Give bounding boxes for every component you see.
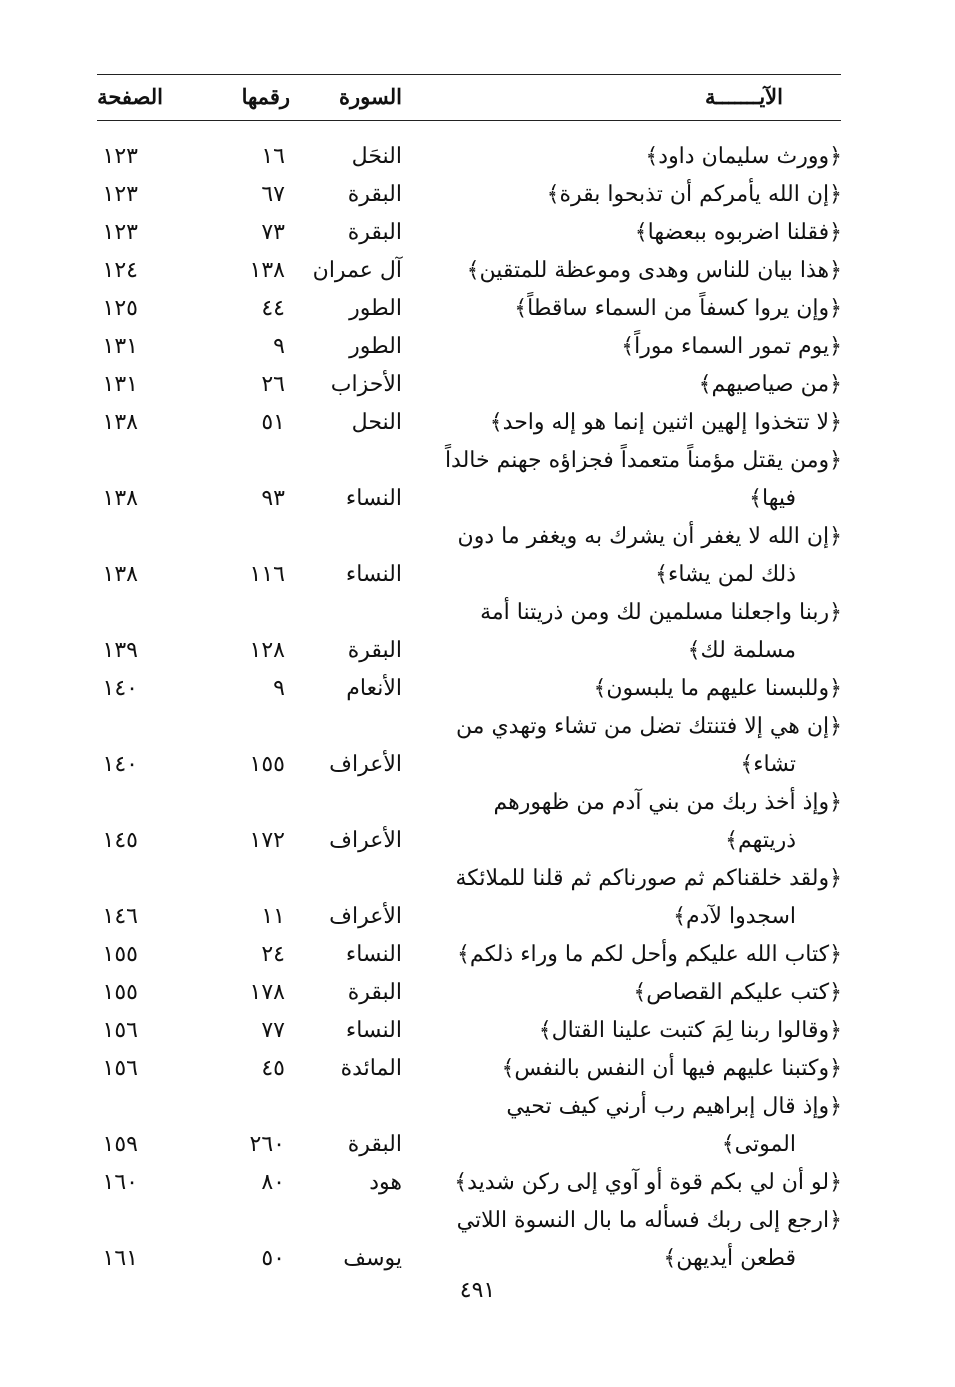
table-row: [0, 290, 955, 328]
table-row: [0, 860, 955, 936]
verse-continuation: فيها﴾: [749, 486, 796, 511]
table-row: [0, 1050, 955, 1088]
verse-continuation: ذريتهم﴾: [725, 828, 796, 853]
verse-line: ﴿وللبسنا عليهم ما يلبسون﴾: [593, 676, 842, 701]
sura-name: الأعراف: [329, 828, 402, 853]
page-ref: ١٢٥: [102, 296, 138, 321]
verse-number: ١٥٥: [249, 752, 285, 777]
page-ref: ١٣١: [102, 334, 138, 359]
verse-number: ٢٦: [261, 372, 285, 397]
page-ref: ١٤٦: [102, 904, 138, 929]
verse-number: ٩٣: [261, 486, 285, 511]
header-number: رقمها: [241, 84, 290, 109]
verse-text: [442, 404, 842, 442]
verse-text: [442, 594, 842, 670]
header-verse: الآيـــــــة: [705, 84, 783, 109]
verse-text: [442, 670, 842, 708]
page-ref: ١٣٨: [102, 562, 138, 587]
verse-number: ٤٥: [261, 1056, 285, 1081]
verse-continuation: الموتى﴾: [721, 1132, 796, 1157]
page-ref: ١٥٥: [102, 980, 138, 1005]
verse-number: ٢٤: [261, 942, 285, 967]
verse-text: [442, 974, 842, 1012]
sura-name: البقرة: [347, 182, 402, 207]
verse-line: ﴿هذا بيان للناس وهدى وموعظة للمتقين﴾: [466, 258, 842, 283]
header-sura: السورة: [339, 84, 402, 109]
table-row: [0, 974, 955, 1012]
table-row: [0, 1202, 955, 1278]
verse-line: ﴿وورث سليمان داود﴾: [645, 144, 842, 169]
table-row: [0, 404, 955, 442]
sura-name: الأعراف: [329, 752, 402, 777]
sura-name: هود: [369, 1170, 402, 1195]
page-ref: ١٢٣: [102, 144, 138, 169]
table-row: [0, 328, 955, 366]
sura-name: الأعراف: [329, 904, 402, 929]
verse-line: ﴿ومن يقتل مؤمناً متعمداً فجزاؤه جهنم خالداً: [444, 448, 842, 473]
verse-line: ﴿كتاب الله عليكم وأحل لكم ما وراء ذلكم﴾: [457, 942, 842, 967]
page-ref: ١٣٨: [102, 410, 138, 435]
verse-number: ٨٠: [261, 1170, 285, 1195]
table-row: [0, 1164, 955, 1202]
page-number: ٤٩١: [459, 1278, 496, 1303]
header-page: الصفحة: [97, 84, 163, 109]
verse-text: [442, 518, 842, 594]
verse-line: ﴿إن هي إلا فتنتك تضل من تشاء وتهدي من: [455, 714, 842, 739]
page-ref: ١٤٠: [102, 752, 138, 777]
verse-text: [442, 784, 842, 860]
verse-continuation: مسلمة لك﴾: [687, 638, 796, 663]
verse-line: ﴿وكتبنا عليهم فيها أن النفس بالنفس﴾: [501, 1056, 842, 1081]
verse-text: [442, 1202, 842, 1278]
verse-line: ﴿ولقد خلقناكم ثم صورناكم ثم قلنا للملائكة: [455, 866, 842, 891]
verse-number: ٢٦٠: [249, 1132, 285, 1157]
verse-text: [442, 252, 842, 290]
sura-name: البقرة: [347, 980, 402, 1005]
sura-name: النساء: [345, 1018, 402, 1043]
table-row: [0, 366, 955, 404]
table-row: [0, 1012, 955, 1050]
verse-text: [442, 214, 842, 252]
sura-name: النساء: [345, 562, 402, 587]
header-rule: [97, 120, 841, 121]
sura-name: آل عمران: [312, 258, 402, 283]
verse-line: ﴿إن الله لا يغفر أن يشرك به ويغفر ما دون: [457, 524, 842, 549]
page-ref: ١٢٣: [102, 182, 138, 207]
table-row: [0, 670, 955, 708]
table-row: [0, 138, 955, 176]
verse-line: ﴿لو أن لي بكم قوة أو آوي إلى ركن شديد﴾: [454, 1170, 842, 1195]
top-rule: [97, 74, 841, 75]
verse-number: ١٦: [261, 144, 285, 169]
verse-number: ٩: [273, 334, 285, 359]
verse-continuation: تشاء﴾: [740, 752, 796, 777]
verse-line: ﴿وإن يروا كسفاً من السماء ساقطاً﴾: [514, 296, 842, 321]
verse-text: [442, 290, 842, 328]
page-ref: ١٤٠: [102, 676, 138, 701]
table-row: [0, 1088, 955, 1164]
page-ref: ١٥٦: [102, 1056, 138, 1081]
verse-continuation: ذلك لمن يشاء﴾: [655, 562, 796, 587]
sura-name: البقرة: [347, 220, 402, 245]
verse-text: [442, 328, 842, 366]
table-row: [0, 936, 955, 974]
table-row: [0, 784, 955, 860]
verse-line: ﴿من صياصيهم﴾: [698, 372, 842, 397]
verse-number: ١٢٨: [249, 638, 285, 663]
verse-number: ٧٧: [261, 1018, 285, 1043]
table-row: [0, 214, 955, 252]
verse-text: [442, 1164, 842, 1202]
page-ref: ١٥٦: [102, 1018, 138, 1043]
verse-line: ﴿وإذ قال إبراهيم رب أرني كيف تحيي: [506, 1094, 842, 1119]
verse-line: ﴿ارجع إلى ربك فسأله ما بال النسوة اللاتي: [456, 1208, 842, 1233]
page-ref: ١٣٩: [102, 638, 138, 663]
verse-number: ١١٦: [249, 562, 285, 587]
table-row: [0, 252, 955, 290]
sura-name: النحَل: [351, 144, 402, 169]
page-ref: ١٣١: [102, 372, 138, 397]
sura-name: الطور: [349, 296, 402, 321]
sura-name: الطور: [349, 334, 402, 359]
verse-number: ٥٠: [261, 1246, 285, 1271]
verse-number: ١٣٨: [249, 258, 285, 283]
verse-number: ٦٧: [261, 182, 285, 207]
verse-line: ﴿إن الله يأمركم أن تذبحوا بقرة﴾: [546, 182, 842, 207]
page-ref: ١٢٣: [102, 220, 138, 245]
verse-text: [442, 366, 842, 404]
page-ref: ١٤٥: [102, 828, 138, 853]
table-row: [0, 518, 955, 594]
verse-text: [442, 1088, 842, 1164]
page-ref: ١٣٨: [102, 486, 138, 511]
verse-continuation: قطعن أيديهن﴾: [663, 1246, 796, 1271]
page-ref: ١٦١: [102, 1246, 138, 1271]
verse-text: [442, 1050, 842, 1088]
table-row: [0, 442, 955, 518]
verse-text: [442, 442, 842, 518]
verse-line: ﴿ربنا واجعلنا مسلمين لك ومن ذريتنا أمة: [480, 600, 842, 625]
sura-name: النحل: [351, 410, 402, 435]
page-ref: ١٥٩: [102, 1132, 138, 1157]
verse-number: ١٧٢: [249, 828, 285, 853]
verse-line: ﴿وإذ أخذ ربك من بني آدم من ظهورهم: [493, 790, 842, 815]
verse-number: ٩: [273, 676, 285, 701]
page-ref: ١٦٠: [102, 1170, 138, 1195]
verse-line: ﴿وقالوا ربنا لِمَ كتبت علينا القتال﴾: [538, 1018, 842, 1043]
sura-name: النساء: [345, 486, 402, 511]
verse-text: [442, 1012, 842, 1050]
verse-text: [442, 708, 842, 784]
verse-line: ﴿كتب عليكم القصاص﴾: [633, 980, 842, 1005]
page-ref: ١٢٤: [102, 258, 138, 283]
verse-text: [442, 860, 842, 936]
sura-name: البقرة: [347, 638, 402, 663]
sura-name: البقرة: [347, 1132, 402, 1157]
verse-number: ٤٤: [261, 296, 285, 321]
sura-name: الأحزاب: [330, 372, 402, 397]
verse-line: ﴿لا تتخذوا إلهين اثنين إنما هو إله واحد﴾: [489, 410, 842, 435]
verse-line: ﴿يوم تمور السماء موراً﴾: [621, 334, 842, 359]
verse-text: [442, 176, 842, 214]
sura-name: يوسف: [343, 1246, 402, 1271]
verse-number: ٥١: [261, 410, 285, 435]
page-ref: ١٥٥: [102, 942, 138, 967]
sura-name: الأنعام: [346, 676, 402, 701]
verse-number: ١١: [261, 904, 285, 929]
table-row: [0, 708, 955, 784]
verse-line: ﴿فقلنا اضربوه ببعضها﴾: [634, 220, 842, 245]
verse-text: [442, 936, 842, 974]
sura-name: المائدة: [340, 1056, 402, 1081]
verse-number: ١٧٨: [249, 980, 285, 1005]
table-row: [0, 594, 955, 670]
sura-name: النساء: [345, 942, 402, 967]
table-row: [0, 176, 955, 214]
verse-continuation: اسجدوا لآدم﴾: [673, 904, 796, 929]
verse-text: [442, 138, 842, 176]
verse-number: ٧٣: [261, 220, 285, 245]
